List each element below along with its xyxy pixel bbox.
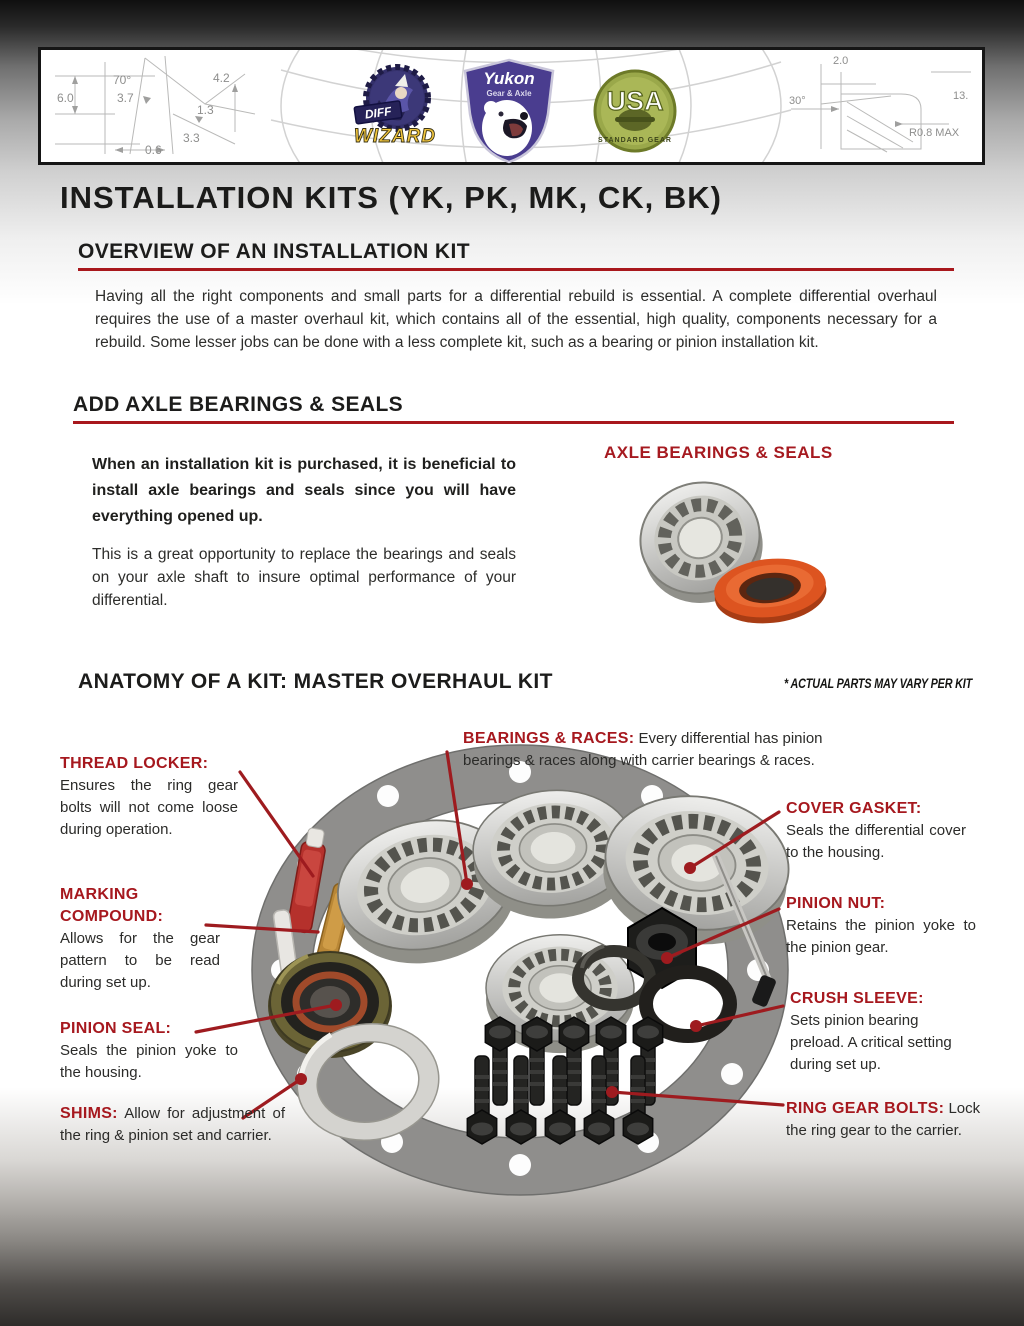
callout-cover-gasket <box>786 798 966 864</box>
anatomy-heading: ANATOMY OF A KIT: MASTER OVERHAUL KIT <box>78 670 553 693</box>
callout-text: Every differential has pinion bearings & races along with carrier bearings & races. <box>463 730 823 769</box>
axle-bold-paragraph: When an installation kit is purchased, it is beneficial to install axle bearings and seals since you will have everything opened up. <box>92 456 516 525</box>
usa-text: STANDARD GEAR <box>598 137 672 144</box>
dim-label: R0.8 MAX <box>909 127 960 139</box>
diff-wizard-logo <box>339 60 451 156</box>
callout-bearings-races <box>463 728 858 772</box>
callout-thread-locker <box>60 753 238 841</box>
overview-paragraph: Having all the right components and small parts for a differential rebuild is essential. A complete differential overhaul requires the use of a master overhaul kit, which contains all of the essential, high quality, components necessary for a rebuild. Some lesser jobs can be done with a less complete kit, such as a bearing or pinion installation kit. <box>95 288 937 351</box>
dim-label: 30° <box>789 95 806 107</box>
axle-heading: ADD AXLE BEARINGS & SEALS <box>73 393 404 416</box>
callout-pinion-seal <box>60 1018 238 1084</box>
callout-title: THREAD LOCKER: <box>60 755 209 772</box>
callout-text: Seals the differential cover to the housing. <box>786 822 966 861</box>
callout-marking-compound <box>60 884 220 994</box>
callout-crush-sleeve <box>790 988 962 1076</box>
overview-rule <box>78 268 954 271</box>
callout-title: SHIMS: <box>60 1105 118 1122</box>
callout-title: BEARINGS & RACES: <box>463 730 635 747</box>
callout-text: Retains the pinion yoke to the pinion gear. <box>786 917 976 956</box>
callout-pinion-nut <box>786 893 976 959</box>
callout-text: Ensures the ring gear bolts will not come loose during operation. <box>60 777 238 838</box>
page-title: INSTALLATION KITS (YK, PK, MK, CK, BK) <box>60 180 722 215</box>
dim-label: 2.0 <box>833 55 849 67</box>
callout-ring-gear-bolts <box>786 1098 981 1142</box>
dim-label: 4.2 <box>213 71 230 85</box>
anatomy-note <box>737 676 973 691</box>
usa-standard-gear-logo <box>593 68 677 154</box>
callout-text: Allow for adjustment of the ring & pinion set and carrier. <box>60 1105 285 1144</box>
callout-title: MARKING COMPOUND: <box>60 886 164 925</box>
yukon-gear-axle-logo <box>461 58 557 164</box>
axle-paragraph: This is a great opportunity to replace the bearings and seals on your axle shaft to insure optimal performance of your differential. <box>92 546 516 609</box>
callout-text: Sets pinion bearing preload. A critical setting during set up. <box>790 1012 952 1073</box>
usa-text: USA <box>606 86 664 116</box>
yukon-text: Gear & Axle <box>486 89 532 98</box>
callout-text: Lock the ring gear to the carrier. <box>786 1100 981 1139</box>
diff-wizard-text: WIZARD <box>354 126 436 147</box>
callout-title: PINION NUT: <box>786 895 886 912</box>
ring-gear-bolts-graphic <box>467 1017 662 1144</box>
dim-label: 70° <box>113 73 132 87</box>
dim-label: 0.6 <box>145 143 162 157</box>
callout-title: RING GEAR BOLTS: <box>786 1100 945 1117</box>
axle-image-label: AXLE BEARINGS & SEALS <box>604 443 833 462</box>
header-banner <box>38 47 985 165</box>
axle-bearing-seal-image <box>608 468 844 630</box>
anatomy-note-text: * ACTUAL PARTS MAY VARY PER KIT <box>784 676 973 691</box>
callout-text: Seals the pinion yoke to the housing. <box>60 1042 238 1081</box>
callout-shims <box>60 1103 285 1147</box>
technical-drawing-right <box>781 54 981 158</box>
overview-heading: OVERVIEW OF AN INSTALLATION KIT <box>78 240 470 263</box>
callout-text: Allows for the gear pattern to be read during set up. <box>60 930 220 991</box>
callout-title: PINION SEAL: <box>60 1020 172 1037</box>
callout-title: COVER GASKET: <box>786 800 922 817</box>
dim-label: 3.3 <box>183 131 200 145</box>
dim-label: 1.3 <box>197 103 214 117</box>
diff-wizard-text: DIFF <box>363 104 393 122</box>
yukon-text: Yukon <box>483 69 535 88</box>
dim-label: 6.0 <box>57 91 74 105</box>
callout-title: CRUSH SLEEVE: <box>790 990 924 1007</box>
dim-label: 3.7 <box>117 91 134 105</box>
dim-label: 13. <box>953 90 969 102</box>
technical-drawing-left <box>45 54 295 158</box>
axle-rule <box>73 421 954 424</box>
